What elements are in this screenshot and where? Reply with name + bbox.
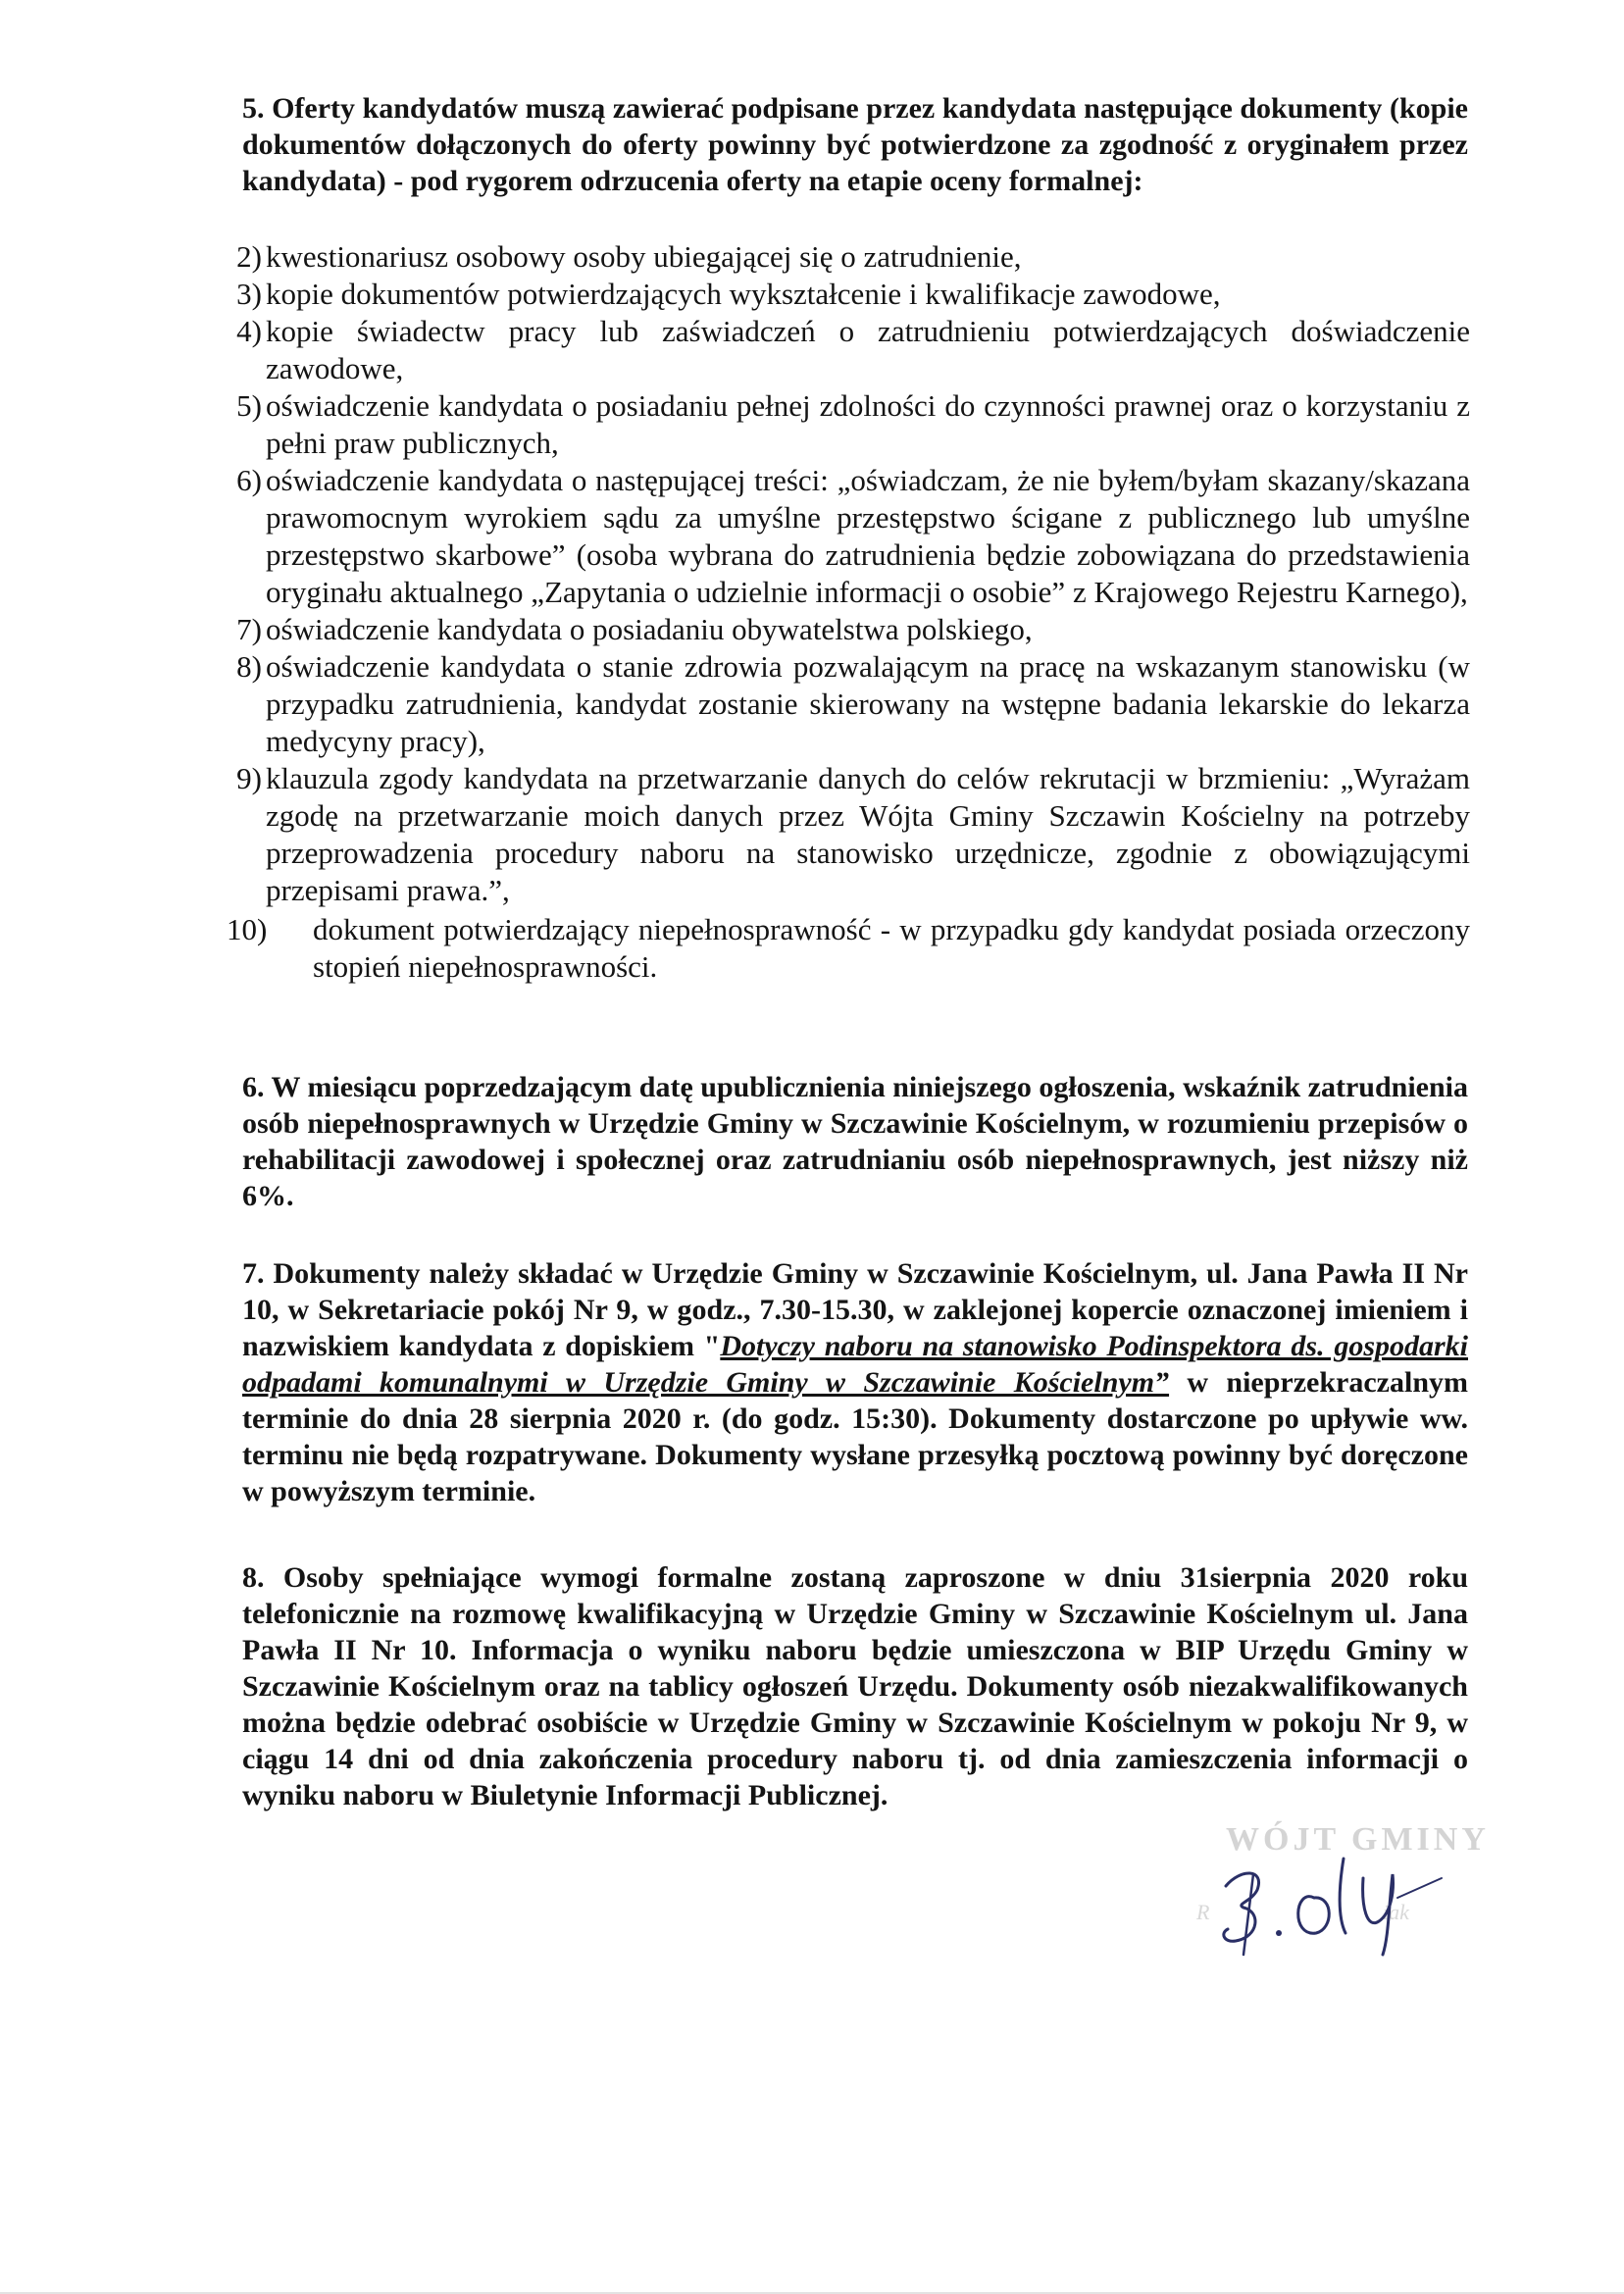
list-item-number: 5) — [236, 388, 262, 423]
section-8: 8. Osoby spełniające wymogi formalne zostaną zaproszone w dniu 31sierpnia 2020 roku telefonicznie na rozmowę kwalifikacyjną w Urzędzie Gminy w Szczawinie Kościelnym ul. Jana Pawła II Nr 10. Informacja o wyniku naboru będzie umieszczona w BIP Urzędu Gminy w Szczawinie Kościelnym oraz na tablicy ogłoszeń Urzędu. Dokumenty osób niezakwalifikowanych można będzie odebrać osobiście w Urzędzie Gminy w Szczawinie Kościelnym w pokoju Nr 9, w ciągu 14 dni od dnia zakończenia procedury naboru tj. od dnia zamieszczenia informacji o wyniku naboru w Biuletynie Informacji Publicznej. — [242, 1561, 1468, 1811]
list-item-10 — [227, 911, 1470, 986]
stamp-fragment-left: R — [1196, 1900, 1210, 1924]
list-item-text: oświadczenie kandydata o następującej treści: „oświadczam, że nie byłem/byłam skazany/skazana prawomocnym wyrokiem sądu za umyślne przestępstwo ścigane z publicznego lub umyślne przestępstwo skarbowe” (osoba wybrana do zatrudnienia będzie zobowiązana do przedstawienia oryginału aktualnego „Zapytania o udzielnie informacji o osobie” z Krajowego Rejestru Karnego), — [266, 463, 1470, 609]
section-6: 6. W miesiącu poprzedzającym datę upublicznienia niniejszego ogłoszenia, wskaźnik zatrudnienia osób niepełnosprawnych w Urzędzie Gminy w Szczawinie Kościelnym, w rozumieniu przepisów o rehabilitacji zawodowej i społecznej oraz zatrudnianiu osób niepełnosprawnych, jest niższy niż 6%. — [242, 1071, 1468, 1212]
section-5-heading: 5. Oferty kandydatów muszą zawierać podpisane przez kandydata następujące dokumenty (kopie dokumentów dołączonych do oferty powinny być potwierdzone za zgodność z oryginałem przez kandydata) - pod rygorem odrzucenia oferty na etapie oceny formalnej: — [242, 92, 1468, 197]
list-item — [236, 387, 1470, 462]
section-5-list — [227, 238, 1470, 986]
list-item — [236, 238, 1470, 276]
list-item-text: kwestionariusz osobowy osoby ubiegającej się o zatrudnienie, — [266, 239, 1022, 274]
section-7-text: 7. Dokumenty należy składać w Urzędzie Gminy w Szczawinie Kościelnym, ul. Jana Pawła II Nr 10, w Sekretariacie pokój Nr 9, w godz., 7.30-15.30, w zaklejonej kopercie oznaczonej imieniem i nazwiskiem kandydata z dopiskiem " — [242, 1257, 1468, 1362]
list-item — [236, 462, 1470, 611]
list-item-text: oświadczenie kandydata o stanie zdrowia pozwalającym na pracę na wskazanym stanowisku (w przypadku zatrudnienia, kandydat zostanie skierowany na wstępne badania lekarskie do lekarza medycyny pracy), — [266, 649, 1470, 758]
signature-area — [1167, 1819, 1491, 1966]
list-item-number: 4) — [236, 314, 262, 348]
list-item — [236, 611, 1470, 648]
section-7-underlined: Dotyczy naboru na stanowisko Podinspektora ds. gospodarki odpadami komunalnymi w Urzędzie Gminy w Szczawinie Kościelnym” — [242, 1330, 1468, 1399]
section-7 — [242, 1255, 1468, 1509]
list-item-number: 3) — [236, 277, 262, 311]
list-item-text: oświadczenie kandydata o posiadaniu obywatelstwa polskiego, — [266, 612, 1033, 646]
list-item — [236, 276, 1470, 313]
list-item-number: 7) — [236, 612, 262, 646]
list-item-number: 6) — [236, 463, 262, 497]
list-item-text: oświadczenie kandydata o posiadaniu pełnej zdolności do czynności prawnej oraz o korzystaniu z pełni praw publicznych, — [266, 388, 1470, 460]
handwritten-signature — [1196, 1839, 1451, 1957]
list-item-number: 10) — [227, 912, 268, 946]
list-item-number: 9) — [236, 761, 262, 795]
requirements-list — [236, 238, 1470, 909]
list-item-text: kopie dokumentów potwierdzających wykształcenie i kwalifikacje zawodowe, — [266, 277, 1221, 311]
list-item-number: 8) — [236, 649, 262, 684]
list-item-number: 2) — [236, 239, 262, 274]
section-7-text-after: w nieprzekraczalnym terminie do dnia 28 sierpnia 2020 r. (do godz. 15:30). Dokumenty dostarczone po upływie ww. terminu nie będą rozpatrywane. Dokumenty wysłane przesyłką pocztową powinny być doręczone w powyższym terminie. — [242, 1366, 1468, 1507]
list-item-text: kopie świadectw pracy lub zaświadczeń o zatrudnieniu potwierdzających doświadczenie zawodowe, — [266, 314, 1470, 385]
stamp-fragment-right: iak — [1383, 1900, 1409, 1924]
stamp-title: WÓJT GMINY — [1226, 1821, 1490, 1858]
list-item-text: dokument potwierdzający niepełnosprawność - w przypadku gdy kandydat posiada orzeczony stopień niepełnosprawności. — [313, 912, 1470, 984]
list-item — [236, 648, 1470, 760]
list-item — [236, 760, 1470, 909]
list-item — [236, 313, 1470, 387]
list-item-text: klauzula zgody kandydata na przetwarzanie danych do celów rekrutacji w brzmieniu: „Wyrażam zgodę na przetwarzanie moich danych przez Wójta Gminy Szczawin Kościelny na potrzeby przeprowadzenia procedury naboru na stanowisko urzędnicze, zgodnie z obowiązującymi przepisami prawa.”, — [266, 761, 1470, 907]
